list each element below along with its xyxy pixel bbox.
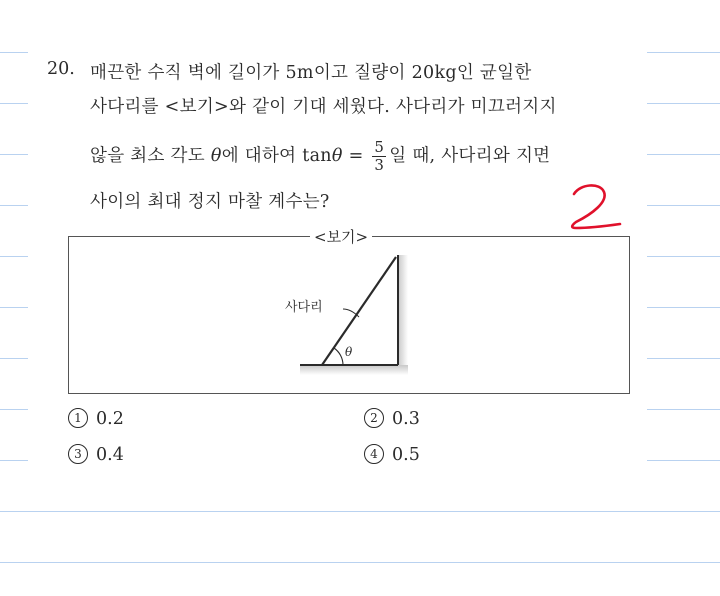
question-line-2: 사다리를 <보기>와 같이 기대 세웠다. 사다리가 미끄러지지	[90, 97, 557, 117]
choice-2-value: 0.3	[392, 409, 420, 429]
question-line-1: 매끈한 수직 벽에 길이가 5m이고 질량이 20kg인 균일한	[90, 63, 532, 83]
figure-title: <보기>	[310, 226, 372, 247]
fraction-numerator: 5	[374, 138, 385, 156]
ladder-diagram	[275, 245, 425, 385]
angle-label: θ	[345, 345, 353, 359]
ground-shadow	[300, 365, 408, 375]
wall-shadow	[398, 255, 408, 365]
choice-3-value: 0.4	[96, 445, 124, 465]
ladder-line	[322, 257, 396, 365]
theta-symbol: θ	[210, 146, 222, 166]
choice-4-mark: 4	[364, 444, 384, 464]
choice-1-mark: 1	[68, 408, 88, 428]
question-number: 20.	[47, 59, 75, 79]
choice-2-mark: 2	[364, 408, 384, 428]
fraction	[372, 140, 386, 173]
handwritten-answer	[566, 182, 626, 234]
question-line-3-mid: 에 대하여 tan	[221, 146, 332, 166]
equals-sign: =	[342, 146, 370, 166]
angle-arc	[334, 348, 343, 365]
choice-3-mark: 3	[68, 444, 88, 464]
choice-4-value: 0.5	[392, 445, 420, 465]
choice-3[interactable]	[68, 444, 124, 465]
choice-1[interactable]	[68, 408, 124, 429]
question-line-3-pre: 않을 최소 각도	[90, 146, 205, 166]
question-line-3	[90, 140, 550, 173]
choice-4[interactable]	[364, 444, 420, 465]
fraction-denominator: 3	[374, 156, 385, 174]
question-line-4: 사이의 최대 정지 마찰 계수는?	[90, 192, 330, 212]
theta-symbol-2: θ	[331, 146, 343, 166]
ladder-label: 사다리	[285, 300, 323, 315]
choice-2[interactable]	[364, 408, 420, 429]
question-line-3-post: 일 때, 사다리와 지면	[389, 146, 551, 166]
choice-1-value: 0.2	[96, 409, 124, 429]
